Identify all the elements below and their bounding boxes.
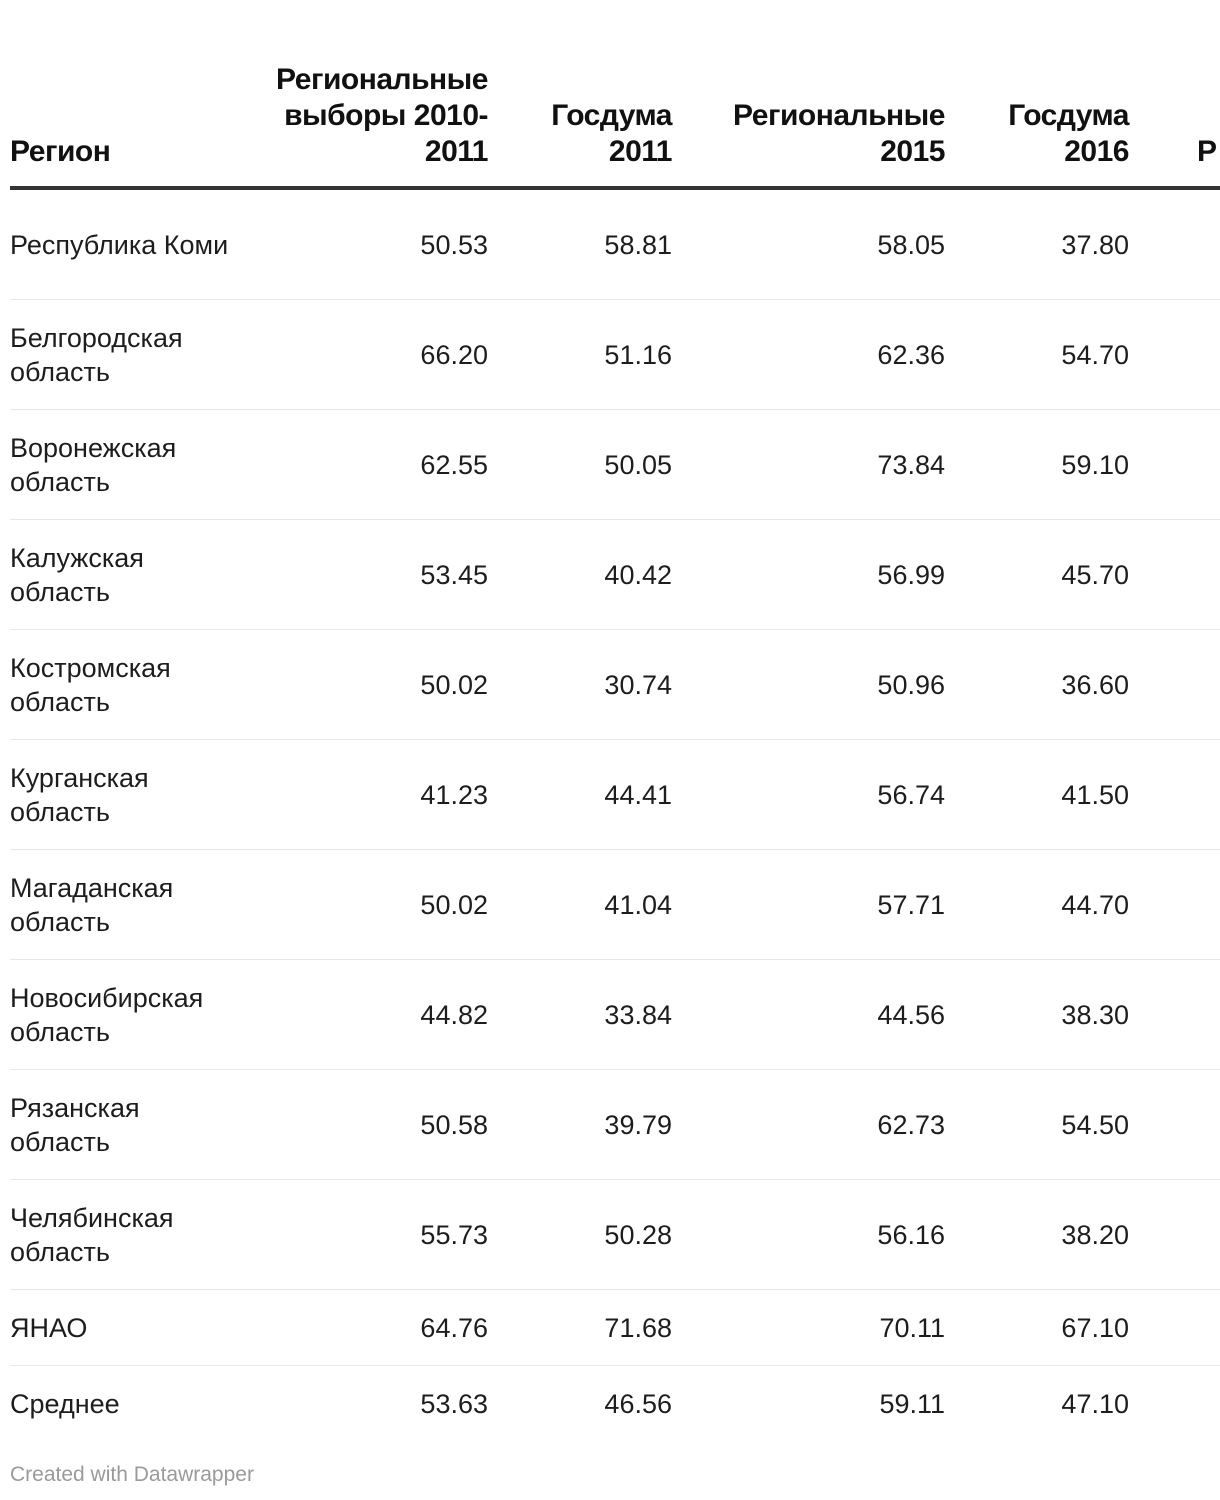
value-cell: 50.02: [232, 850, 488, 960]
data-table: [10, 0, 1220, 1441]
value-cell: 56.16: [672, 1180, 945, 1290]
column-header-regional-2010-2011[interactable]: Региональные выборы 2010-2011: [232, 0, 488, 188]
value-cell: 50.05: [488, 410, 672, 520]
table-row: [10, 630, 1220, 740]
truncated-cell: [1129, 1070, 1220, 1180]
value-cell: 54.50: [945, 1070, 1129, 1180]
value-cell: 56.74: [672, 740, 945, 850]
table-row: [10, 850, 1220, 960]
value-cell: 46.56: [604, 1388, 672, 1419]
value-cell: 41.50: [945, 740, 1129, 850]
truncated-cell: [1129, 300, 1220, 410]
value-cell: 44.41: [488, 740, 672, 850]
value-cell: 67.10: [945, 1290, 1129, 1366]
table-body: [10, 188, 1220, 1441]
value-cell: 62.36: [672, 300, 945, 410]
value-cell: 56.99: [672, 520, 945, 630]
region-cell: Костромская область: [10, 630, 232, 740]
value-cell: 44.82: [232, 960, 488, 1070]
truncated-cell: [1129, 630, 1220, 740]
column-header-region[interactable]: Регион: [10, 0, 232, 188]
region-cell: Среднее: [10, 1388, 120, 1419]
value-cell: 53.45: [232, 520, 488, 630]
table-row: [10, 960, 1220, 1070]
table-row: [10, 1070, 1220, 1180]
region-cell: Челябинская область: [10, 1180, 232, 1290]
value-cell: 44.56: [672, 960, 945, 1070]
truncated-cell: [1129, 520, 1220, 630]
region-cell: Новосибирская область: [10, 960, 232, 1070]
value-cell: 64.76: [232, 1290, 488, 1366]
value-cell: 51.16: [488, 300, 672, 410]
value-cell: 54.70: [945, 300, 1129, 410]
column-header-duma-2016[interactable]: Госдума 2016: [945, 0, 1129, 188]
truncated-cell: [1129, 960, 1220, 1070]
region-cell: Республика Коми: [10, 188, 232, 300]
value-cell: 40.42: [488, 520, 672, 630]
column-header-regional-2015[interactable]: Региональные 2015: [672, 0, 945, 188]
value-cell: 55.73: [232, 1180, 488, 1290]
truncated-cell: [1129, 850, 1220, 960]
value-cell: 37.80: [945, 188, 1129, 300]
value-cell: 62.73: [672, 1070, 945, 1180]
value-cell: 41.23: [232, 740, 488, 850]
value-cell: 58.81: [488, 188, 672, 300]
value-cell: 39.79: [488, 1070, 672, 1180]
datawrapper-credit[interactable]: Created with Datawrapper: [10, 1463, 254, 1486]
region-cell: Магаданская область: [10, 850, 232, 960]
value-cell: 50.58: [232, 1070, 488, 1180]
table-row: [10, 1366, 1220, 1442]
truncated-cell: [1129, 1290, 1220, 1366]
region-cell: Калужская область: [10, 520, 232, 630]
region-cell: Курганская область: [10, 740, 232, 850]
column-header-duma-2011[interactable]: Госдума 2011: [488, 0, 672, 188]
value-cell: 50.96: [672, 630, 945, 740]
value-cell: 58.05: [672, 188, 945, 300]
value-cell: 59.10: [945, 410, 1129, 520]
value-cell: 33.84: [488, 960, 672, 1070]
value-cell: 50.02: [232, 630, 488, 740]
truncated-cell: [1129, 410, 1220, 520]
value-cell: 50.53: [232, 188, 488, 300]
table-row: [10, 1180, 1220, 1290]
value-cell: 53.63: [420, 1388, 488, 1419]
table-row: [10, 300, 1220, 410]
data-table-container: [10, 0, 1220, 1441]
value-cell: 38.30: [945, 960, 1129, 1070]
value-cell: 38.20: [945, 1180, 1129, 1290]
value-cell: 36.60: [945, 630, 1129, 740]
region-cell: ЯНАО: [10, 1290, 232, 1366]
table-row: [10, 520, 1220, 630]
value-cell: 45.70: [945, 520, 1129, 630]
truncated-cell: [1129, 740, 1220, 850]
value-cell: 70.11: [672, 1290, 945, 1366]
region-cell: Белгородская область: [10, 300, 232, 410]
value-cell: 66.20: [232, 300, 488, 410]
region-cell: Воронежская область: [10, 410, 232, 520]
value-cell: 50.28: [488, 1180, 672, 1290]
table-row: [10, 410, 1220, 520]
truncated-cell: [1129, 188, 1220, 300]
table-row: [10, 1290, 1220, 1366]
table-header-row: [10, 0, 1220, 188]
column-header-truncated[interactable]: Р: [1129, 0, 1220, 188]
value-cell: 71.68: [488, 1290, 672, 1366]
table-row: [10, 740, 1220, 850]
value-cell: 30.74: [488, 630, 672, 740]
value-cell: 41.04: [488, 850, 672, 960]
value-cell: 44.70: [945, 850, 1129, 960]
value-cell: 57.71: [672, 850, 945, 960]
region-cell: Рязанская область: [10, 1070, 232, 1180]
value-cell: 47.10: [1061, 1388, 1129, 1419]
truncated-cell: [1129, 1366, 1220, 1442]
table-row: [10, 188, 1220, 300]
truncated-cell: [1129, 1180, 1220, 1290]
value-cell: 73.84: [672, 410, 945, 520]
value-cell: 62.55: [232, 410, 488, 520]
value-cell: 59.11: [879, 1388, 945, 1419]
